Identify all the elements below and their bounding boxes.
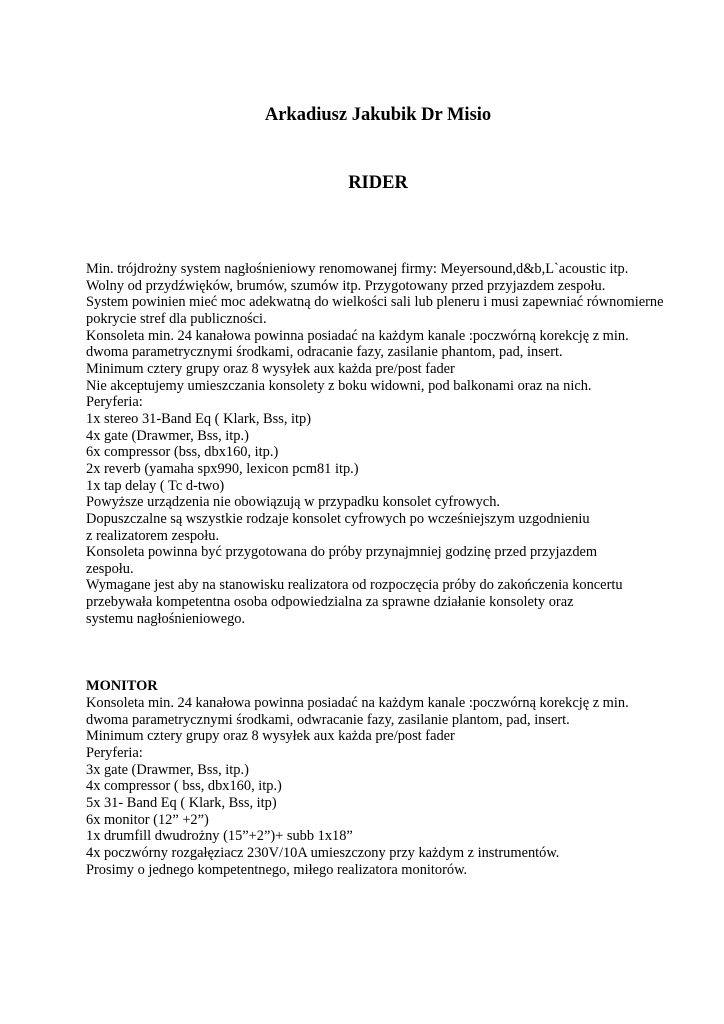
pa-line: Wolny od przydźwięków, brumów, szumów itp. Przygotowany przed przyjazdem zespołu. xyxy=(86,277,606,294)
monitor-line: dwoma parametrycznymi środkami, odwracanie fazy, zasilanie plantom, pad, insert. xyxy=(86,711,570,728)
pa-line: Dopuszczalne są wszystkie rodzaje konsolet cyfrowych po wcześniejszym uzgodnieniu xyxy=(86,510,590,527)
pa-line: Wymagane jest aby na stanowisku realizatora od rozpoczęcia próby do zakończenia koncertu xyxy=(86,577,623,594)
pa-line: 4x gate (Drawmer, Bss, itp.) xyxy=(86,427,249,444)
pa-line: 2x reverb (yamaha spx990, lexicon pcm81 itp.) xyxy=(86,460,359,477)
pa-line: System powinien mieć moc adekwatną do wielkości sali lub pleneru i musi zapewniać równomierne xyxy=(86,294,664,311)
monitor-line: 4x poczwórny rozgałęziacz 230V/10A umieszczony przy każdym z instrumentów. xyxy=(86,844,560,861)
pa-line: 1x tap delay ( Tc d-two) xyxy=(86,477,225,494)
pa-line: zespołu. xyxy=(86,560,134,577)
monitor-section-heading: MONITOR xyxy=(86,678,158,694)
pa-line: Konsoleta min. 24 kanałowa powinna posiadać na każdym kanale :poczwórną korekcję z min. xyxy=(86,327,629,344)
monitor-line: 5x 31- Band Eq ( Klark, Bss, itp) xyxy=(86,794,277,811)
pa-system-section xyxy=(86,261,716,627)
pa-line: Nie akceptujemy umieszczania konsolety z boku widowni, pod balkonami oraz na nich. xyxy=(86,377,592,394)
monitor-line: Konsoleta min. 24 kanałowa powinna posiadać na każdym kanale :poczwórną korekcję z min. xyxy=(86,695,629,711)
pa-line: Powyższe urządzenia nie obowiązują w przypadku konsolet cyfrowych. xyxy=(86,494,500,511)
pa-line: 6x compressor (bss, dbx160, itp.) xyxy=(86,444,279,461)
pa-line: Peryferia: xyxy=(86,394,143,411)
document-title: RIDER xyxy=(348,173,408,193)
monitor-line: 4x compressor ( bss, dbx160, itp.) xyxy=(86,778,282,795)
pa-line: z realizatorem zespołu. xyxy=(86,527,220,544)
pa-line: Min. trójdrożny system nagłośnieniowy renomowanej firmy: Meyersound,d&b,L`acoustic itp. xyxy=(86,261,629,277)
monitor-line: Peryferia: xyxy=(86,744,143,761)
monitor-line: 6x monitor (12” +2”) xyxy=(86,811,209,828)
pa-line: Minimum cztery grupy oraz 8 wysyłek aux każda pre/post fader xyxy=(86,360,455,377)
pa-line: systemu nagłośnieniowego. xyxy=(86,610,246,627)
monitor-line: 1x drumfill dwudrożny (15”+2”)+ subb 1x18” xyxy=(86,828,353,845)
monitor-line: Minimum cztery grupy oraz 8 wysyłek aux każda pre/post fader xyxy=(86,728,455,745)
author-heading: Arkadiusz Jakubik Dr Misio xyxy=(264,105,492,125)
monitor-line: 3x gate (Drawmer, Bss, itp.) xyxy=(86,761,249,778)
pa-line: 1x stereo 31-Band Eq ( Klark, Bss, itp) xyxy=(86,410,312,427)
pa-line: Konsoleta powinna być przygotowana do próby przynajmniej godzinę przed przyjazdem xyxy=(86,544,598,561)
pa-line: dwoma parametrycznymi środkami, odracanie fazy, zasilanie phantom, pad, insert. xyxy=(86,344,563,361)
monitor-section xyxy=(86,695,716,878)
pa-line: pokrycie stref dla publiczności. xyxy=(86,310,267,327)
monitor-line: Prosimy o jednego kompetentnego, miłego realizatora monitorów. xyxy=(86,861,468,878)
pa-line: przebywała kompetentna osoba odpowiedzialna za sprawne działanie konsolety oraz xyxy=(86,594,574,611)
